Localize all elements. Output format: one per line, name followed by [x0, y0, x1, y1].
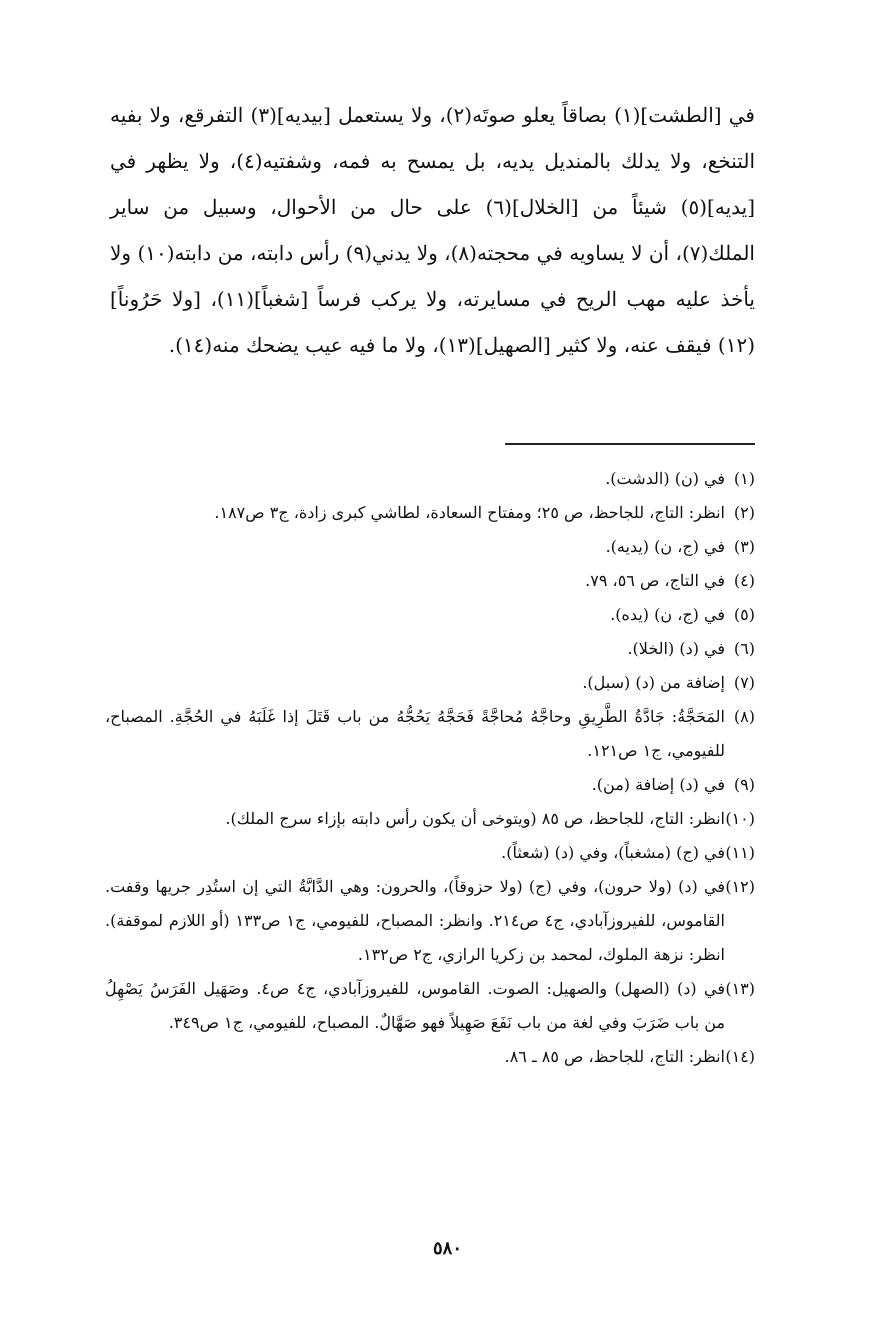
footnote: [105, 496, 755, 530]
page-number: ٥٨٠: [432, 1238, 462, 1259]
footnote: [105, 768, 755, 802]
footnote: [105, 972, 755, 1040]
footnote-number: (١٣): [725, 979, 755, 998]
footnote-text: إضافة من (د) (سبل).: [582, 673, 725, 692]
footnote-text: في (د) (ولا حرون)، وفي (ج) (ولا حزوقاً)، والحرون: وهي الدَّابَّةُ التي إن استُدِر جريها وقفت. القاموس، للفيروزآبادي، ج٤ ص٢١٤. وانظر: المصباح، للفيومي، ج١ ص١٣٣ (أو اللازم لموقفة). انظر: نزهة الملوك، لمحمد بن زكريا الرازي، ج٢ ص١٣٢.: [105, 877, 725, 964]
footnote-text: في (ج، ن) (يده).: [610, 605, 725, 624]
footnote-number: (٩): [733, 775, 755, 794]
footnote-number: (٥): [733, 605, 755, 624]
footnote-number: (١٠): [725, 809, 755, 828]
footnote: [105, 666, 755, 700]
footnote-number: (١٢): [725, 877, 755, 896]
footnote: [105, 632, 755, 666]
footnote: [105, 598, 755, 632]
footnote-text: في (د) إضافة (من).: [591, 775, 725, 794]
footnote: [105, 870, 755, 972]
footnote-text: انظر: التاج، للجاحظ، ص ٨٥ (ويتوخى أن يكون رأس دابته بإزاء سرج الملك).: [225, 809, 725, 828]
footnotes-list: [105, 462, 755, 1074]
main-paragraph: في [الطشت](١) بصاقاً يعلو صوتَه(٢)، ولا يستعمل [بيديه](٣) التفرقع، ولا بفيه التنخع، ولا يدلك بالمنديل يديه، بل يمسح به فمه، وشفتيه(٤)، ولا يظهر في [يديه](٥) شيئاً من [الخلال](٦) على حال من الأحوال، وسبيل من ساير الملك(٧)، أن لا يساويه في محجته(٨)، ولا يدني(٩) رأس دابته، من دابته(١٠) ولا يأخذ عليه مهب الريح في مسايرته، ولا يركب فرساً [شغباً](١١)، [ولا حَرُوناً](١٢) فيقف عنه، ولا كثير [الصهيل](١٣)، ولا ما فيه عيب يضحك منه(١٤).: [110, 103, 756, 357]
footnote-number: (١): [733, 469, 755, 488]
footnote-text: انظر: التاج، للجاحظ، ص ٨٥ ـ ٨٦.: [504, 1047, 725, 1066]
footnote: [105, 462, 755, 496]
footnote: [105, 1040, 755, 1074]
footnote: [105, 564, 755, 598]
main-text-block: [110, 92, 755, 368]
footnote: [105, 836, 755, 870]
footnote-number: (٣): [733, 537, 755, 556]
footnote-text: في (د) (الصهل) والصهيل: الصوت. القاموس، للفيروزآبادي، ج٤ ص٤. وصَهَيل الفَرَسُ يَصْهِلُ من باب ضَرَبَ وفي لغة من باب نَفَعَ صَهِيلاً فهو صَهَّالٌ. المصباح، للفيومي، ج١ ص٣٤٩.: [105, 979, 726, 1032]
footnote-text: في (ج) (مشغباً)، وفي (د) (شعثاً).: [501, 843, 725, 862]
footnote-text: في التاج، ص ٥٦، ٧٩.: [585, 571, 725, 590]
footnote-number: (١١): [725, 843, 755, 862]
footnote-text: في (د) (الخلا).: [627, 639, 725, 658]
footnote: [105, 530, 755, 564]
footnote: [105, 802, 755, 836]
footnote-text: في (ج، ن) (يديه).: [605, 537, 725, 556]
footnote-number: (٧): [733, 673, 755, 692]
footnote-number: (٤): [733, 571, 755, 590]
footnote-separator: [505, 443, 755, 445]
footnote-text: انظر: التاج، للجاحظ، ص ٢٥؛ ومفتاح السعادة، لطاشي كبرى زادة، ج٣ ص١٨٧.: [214, 503, 725, 522]
footnote-number: (١٤): [725, 1047, 755, 1066]
footnote-number: (٦): [733, 639, 755, 658]
footnote-text: في (ن) (الدشت).: [605, 469, 725, 488]
footnote-text: المَحَجَّةُ: جَادَّةُ الطَّرِيقِ وحاجَّهُ مُحاجَّةً فَحَجَّهُ يَحُجُّهُ من باب قَتَلَ إذا غَلَبَهُ في الحُجَّةِ. المصباح، للفيومي، ج١ ص١٢١.: [105, 707, 725, 760]
footnote-number: (٨): [733, 707, 755, 726]
footnote-number: (٢): [733, 503, 755, 522]
footnote: [105, 700, 755, 768]
